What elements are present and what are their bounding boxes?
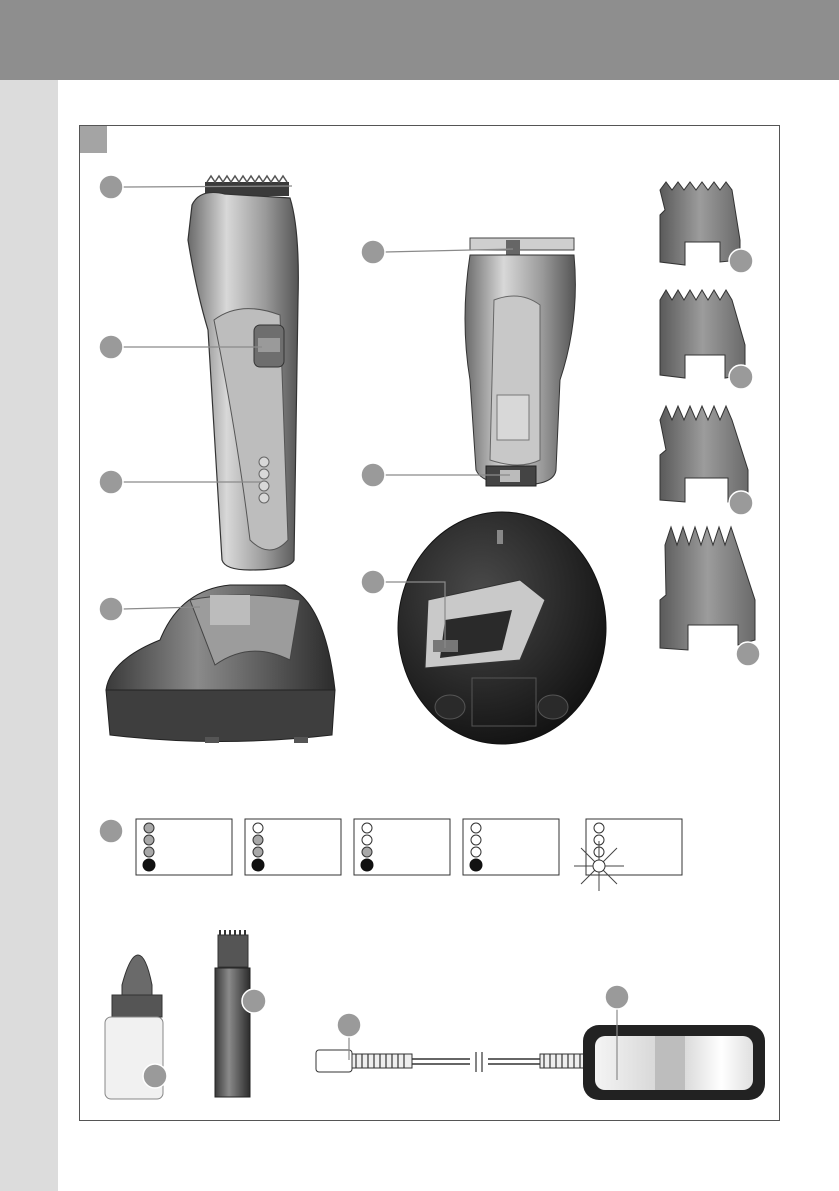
callout-marker [605,985,629,1009]
cleaning-brush [215,930,250,1097]
indicator-box-5 [574,819,682,891]
callout-marker [729,365,753,389]
charge-indicators [136,819,682,891]
callout-marker [99,470,123,494]
charging-cable [316,1050,588,1072]
callout-marker [361,463,385,487]
callout-marker [143,1064,167,1088]
trimmer-front [188,176,298,570]
callout-marker [729,249,753,273]
callout-marker [99,597,123,621]
callout-marker [99,335,123,359]
callout-marker [361,240,385,264]
callout-marker [99,175,123,199]
indicator-box-4 [463,819,559,875]
power-adapter [583,1025,765,1100]
callout-marker [729,491,753,515]
callout-marker [337,1013,361,1037]
callout-marker [99,819,123,843]
trimmer-back [465,238,575,486]
callout-marker [242,989,266,1013]
indicator-box-3 [354,819,450,875]
base-underside [398,512,606,744]
callout-marker [736,642,760,666]
indicator-box-2 [245,819,341,875]
indicator-box-1 [136,819,232,875]
callout-marker [361,570,385,594]
